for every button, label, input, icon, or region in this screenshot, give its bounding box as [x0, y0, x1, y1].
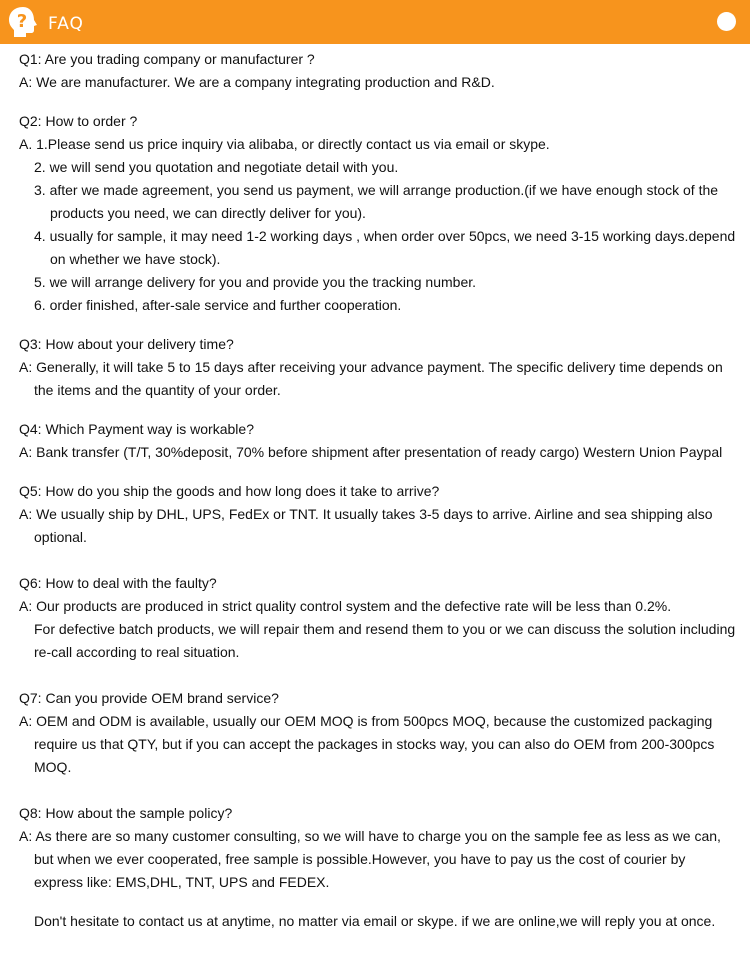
faq-question: Q3: How about your delivery time? — [19, 336, 234, 352]
faq-item-5 — [0, 480, 750, 549]
faq-answer-continued: For defective batch products, we will repair them and resend them to you or we can discuss the solution including re-call according to real situation. — [34, 621, 736, 660]
svg-text:?: ? — [16, 11, 28, 32]
faq-question: Q7: Can you provide OEM brand service? — [19, 690, 279, 706]
faq-question: Q1: Are you trading company or manufacturer ? — [19, 51, 315, 67]
closing-note: Don't hesitate to contact us at anytime, no matter via email or skype. if we are online,we will reply you at once. — [34, 913, 716, 929]
faq-item-2 — [0, 110, 750, 317]
faq-title: FAQ — [48, 14, 84, 34]
faq-item-8 — [0, 802, 750, 894]
faq-answer: A. 1.Please send us price inquiry via alibaba, or directly contact us via email or skype. — [19, 136, 550, 152]
faq-item-7 — [0, 687, 750, 779]
order-step: 2. we will send you quotation and negotiate detail with you. — [34, 159, 399, 175]
faq-answer: A: We usually ship by DHL, UPS, FedEx or TNT. It usually takes 3-5 days to arrive. Airline and sea shipping also optional. — [19, 506, 713, 545]
faq-closing — [0, 910, 750, 933]
faq-answer: A: We are manufacturer. We are a company integrating production and R&D. — [19, 74, 495, 90]
faq-question: Q5: How do you ship the goods and how long does it take to arrive? — [19, 483, 440, 499]
faq-question: Q6: How to deal with the faulty? — [19, 575, 217, 591]
order-step: 3. after we made agreement, you send us payment, we will arrange production.(if we have enough stock of the products you need, we can directly deliver for you). — [34, 182, 719, 221]
faq-answer: A: Generally, it will take 5 to 15 days after receiving your advance payment. The specific delivery time depends on the items and the quantity of your order. — [19, 359, 723, 398]
faq-answer: A: Our products are produced in strict quality control system and the defective rate will be less than 0.2%. — [19, 598, 672, 614]
faq-question: Q2: How to order ? — [19, 113, 138, 129]
faq-answer: A: As there are so many customer consulting, so we will have to charge you on the sample fee as less as we can, but when we ever cooperated, free sample is possible.However, you have to pay us the cost of courier by express like: EMS,DHL, TNT, UPS and FEDEX. — [19, 828, 721, 890]
faq-answer: A: Bank transfer (T/T, 30%deposit, 70% before shipment after presentation of ready cargo) Western Union Paypal — [19, 444, 723, 460]
faq-content — [0, 48, 750, 933]
faq-header — [0, 0, 750, 44]
question-head-icon — [6, 5, 40, 39]
faq-item-1 — [0, 48, 750, 94]
faq-question: Q8: How about the sample policy? — [19, 805, 233, 821]
faq-question: Q4: Which Payment way is workable? — [19, 421, 254, 437]
faq-item-6 — [0, 572, 750, 664]
order-step: 4. usually for sample, it may need 1-2 working days , when order over 50pcs, we need 3-15 working days.depend on whether we have stock). — [34, 228, 736, 267]
faq-answer: A: OEM and ODM is available, usually our OEM MOQ is from 500pcs MOQ, because the customized packaging require us that QTY, but if you can accept the packages in stocks way, you can also do OEM from 200-300pcs MOQ. — [19, 713, 715, 775]
faq-item-3 — [0, 333, 750, 402]
order-step: 5. we will arrange delivery for you and provide you the tracking number. — [34, 274, 477, 290]
faq-item-4 — [0, 418, 750, 464]
header-dot-icon — [717, 12, 736, 31]
order-step: 6. order finished, after-sale service and further cooperation. — [34, 297, 402, 313]
